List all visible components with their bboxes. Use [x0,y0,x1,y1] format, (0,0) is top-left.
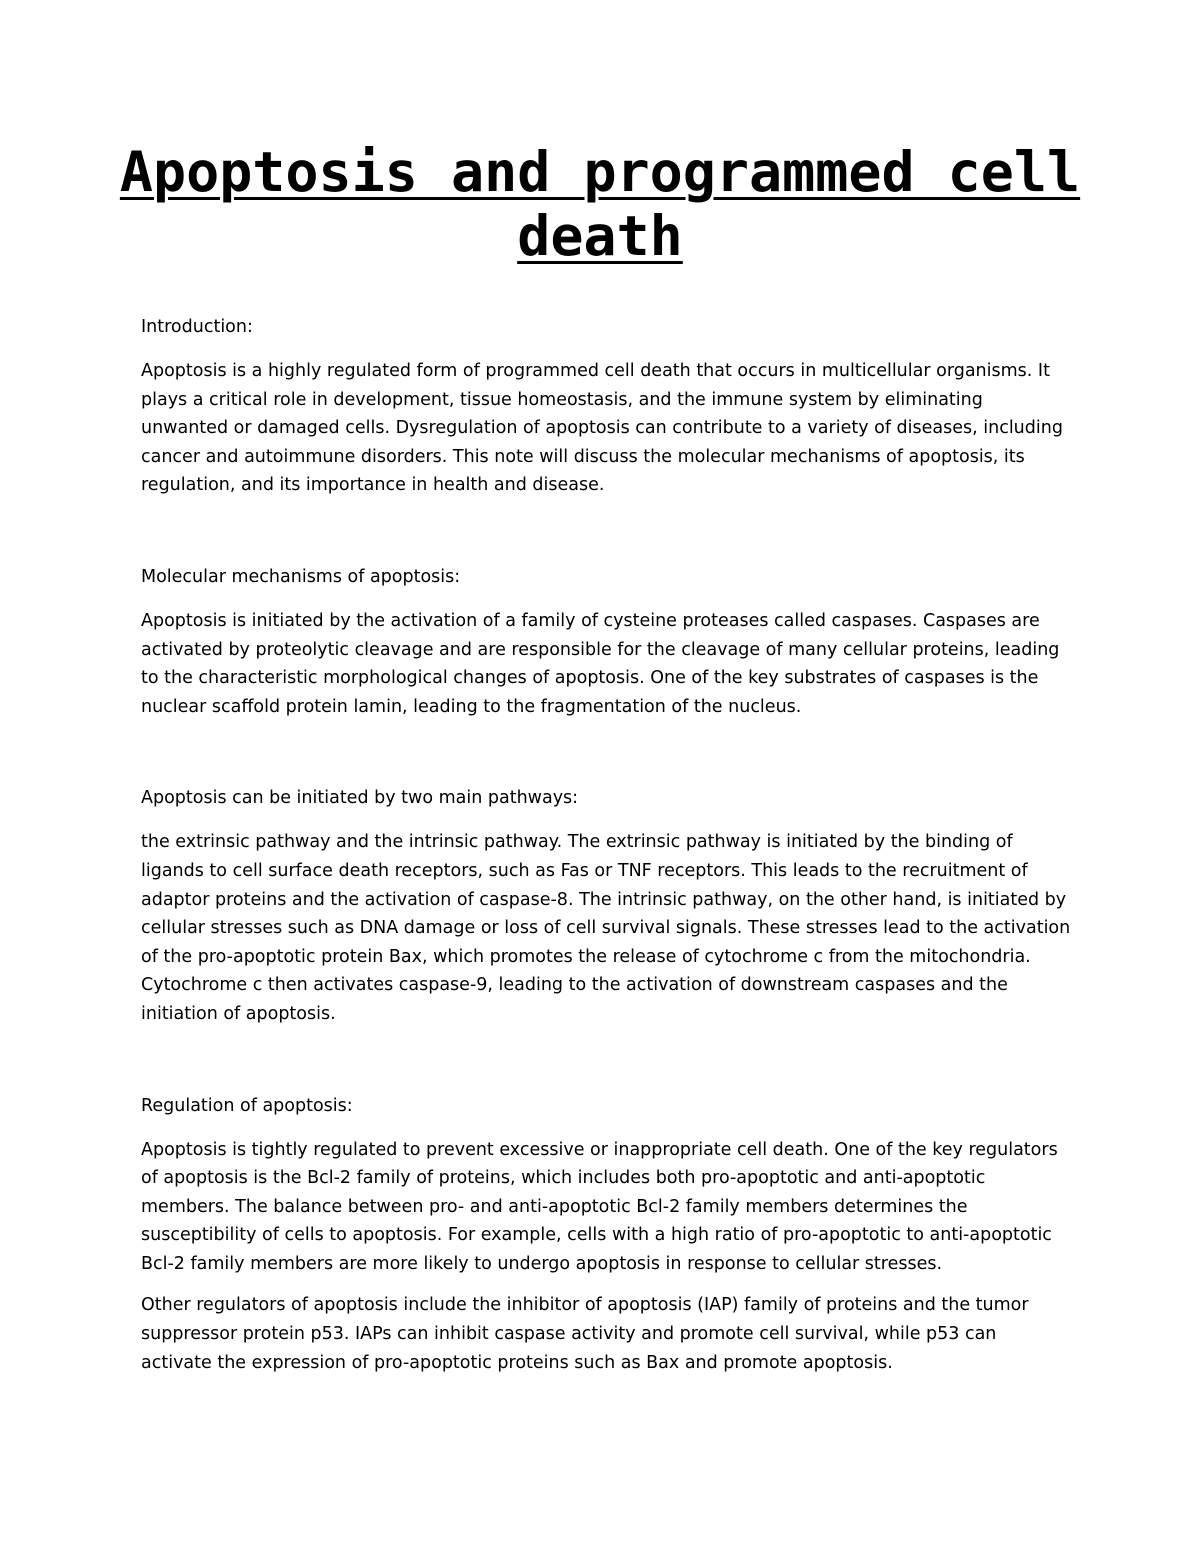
paragraph-molecular-mechanisms: Apoptosis is initiated by the activation of a family of cysteine proteases called caspases. Caspases are activated by proteolytic cleavage and are responsible for the cleavage of many cellular proteins, leading to the characteristic morphological changes of apoptosis. One of the key substrates of caspases is the nuclear scaffold protein lamin, leading to the fragmentation of the nucleus. [141,610,1060,717]
paragraph-regulation-bcl2: Apoptosis is tightly regulated to prevent excessive or inappropriate cell death. One of the key regulators of apoptosis is the Bcl-2 family of proteins, which includes both pro-apoptotic and anti-apoptotic members. The balance between pro- and anti-apoptotic Bcl-2 family members determines the susceptibility of cells to apoptosis. For example, cells with a high ratio of pro-apoptotic to anti-apoptotic Bcl-2 family members are more likely to undergo apoptosis in response to cellular stresses. [141,1139,1058,1274]
paragraph-regulation-other: Other regulators of apoptosis include the inhibitor of apoptosis (IAP) family of proteins and the tumor suppressor protein p53. IAPs can inhibit caspase activity and promote cell survival, while p53 can activate the expression of pro-apoptotic proteins such as Bax and promote apoptosis. [141,1295,1029,1373]
document-body [141,313,1071,1377]
section-heading-pathways: Apoptosis can be initiated by two main pathways: [141,788,579,809]
paragraph-pathways: the extrinsic pathway and the intrinsic pathway. The extrinsic pathway is initiated by the binding of ligands to cell surface death receptors, such as Fas or TNF receptors. This leads to the recruitment of adaptor proteins and the activation of caspase-8. The intrinsic pathway, on the other hand, is initiated by cellular stresses such as DNA damage or loss of cell survival signals. These stresses lead to the activation of the pro-apoptotic protein Bax, which promotes the release of cytochrome c from the mitochondria. Cytochrome c then activates caspase-9, leading to the activation of downstream caspases and the initiation of apoptosis. [141,832,1071,1024]
section-heading-regulation: Regulation of apoptosis: [141,1095,353,1116]
paragraph-introduction: Apoptosis is a highly regulated form of programmed cell death that occurs in multicellular organisms. It plays a critical role in development, tissue homeostasis, and the immune system by eliminating unwanted or damaged cells. Dysregulation of apoptosis can contribute to a variety of diseases, including cancer and autoimmune disorders. This note will discuss the molecular mechanisms of apoptosis, its regulation, and its importance in health and disease. [141,361,1063,496]
document-title: Apoptosis and programmed cell death [119,140,1081,268]
section-heading-introduction: Introduction: [141,317,253,337]
section-heading-molecular-mechanisms: Molecular mechanisms of apoptosis: [141,566,461,587]
